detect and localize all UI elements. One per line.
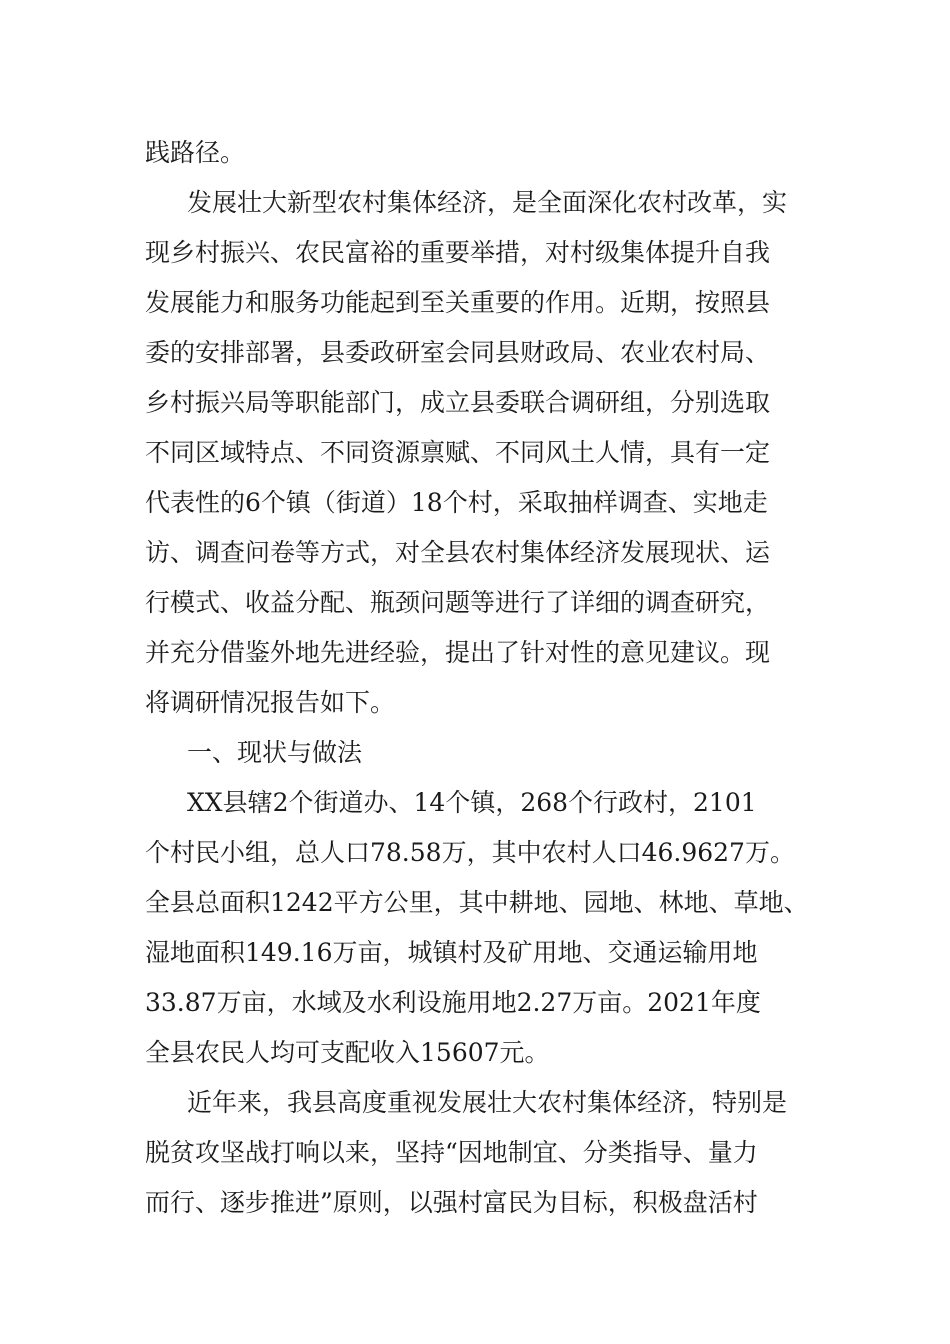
text-line: 而行、逐步推进”原则，以强村富民为目标，积极盘活村 — [145, 1188, 758, 1217]
text-line: 乡村振兴局等职能部门，成立县委联合调研组，分别选取 — [145, 388, 771, 417]
text-line: 不同区域特点、不同资源禀赋、不同风土人情，具有一定 — [145, 438, 771, 467]
text-line: 全县总面积1242平方公里，其中耕地、园地、林地、草地、 — [145, 888, 809, 917]
text-line: 访、调查问卷等方式，对全县农村集体经济发展现状、运 — [145, 538, 771, 567]
text-line: 全县农民人均可支配收入15607元。 — [145, 1038, 550, 1067]
text-line: 33.87万亩，水域及水利设施用地2.27万亩。2021年度 — [145, 988, 761, 1017]
text-line: 现乡村振兴、农民富裕的重要举措，对村级集体提升自我 — [145, 238, 771, 267]
text-line: 湿地面积149.16万亩，城镇村及矿用地、交通运输用地 — [145, 938, 758, 967]
text-line: 个村民小组，总人口78.58万，其中农村人口46.9627万。 — [145, 838, 795, 867]
section-heading: 一、现状与做法 — [187, 738, 363, 767]
text-line: XX县辖2个街道办、14个镇，268个行政村，2101 — [187, 788, 757, 817]
text-line: 践路径。 — [145, 138, 246, 167]
text-line: 脱贫攻坚战打响以来，坚持“因地制宜、分类指导、量力 — [145, 1138, 758, 1167]
text-line: 将调研情况报告如下。 — [145, 688, 396, 717]
text-line: 发展壮大新型农村集体经济，是全面深化农村改革，实 — [187, 188, 788, 217]
text-line: 代表性的6个镇（街道）18个村，采取抽样调查、实地走 — [145, 488, 768, 517]
text-line: 近年来，我县高度重视发展壮大农村集体经济，特别是 — [187, 1088, 788, 1117]
text-line: 并充分借鉴外地先进经验，提出了针对性的意见建议。现 — [145, 638, 771, 667]
text-line: 行模式、收益分配、瓶颈问题等进行了详细的调查研究， — [145, 588, 771, 617]
document-body — [145, 128, 835, 1228]
text-line: 委的安排部署，县委政研室会同县财政局、农业农村局、 — [145, 338, 771, 367]
text-line: 发展能力和服务功能起到至关重要的作用。近期，按照县 — [145, 288, 771, 317]
